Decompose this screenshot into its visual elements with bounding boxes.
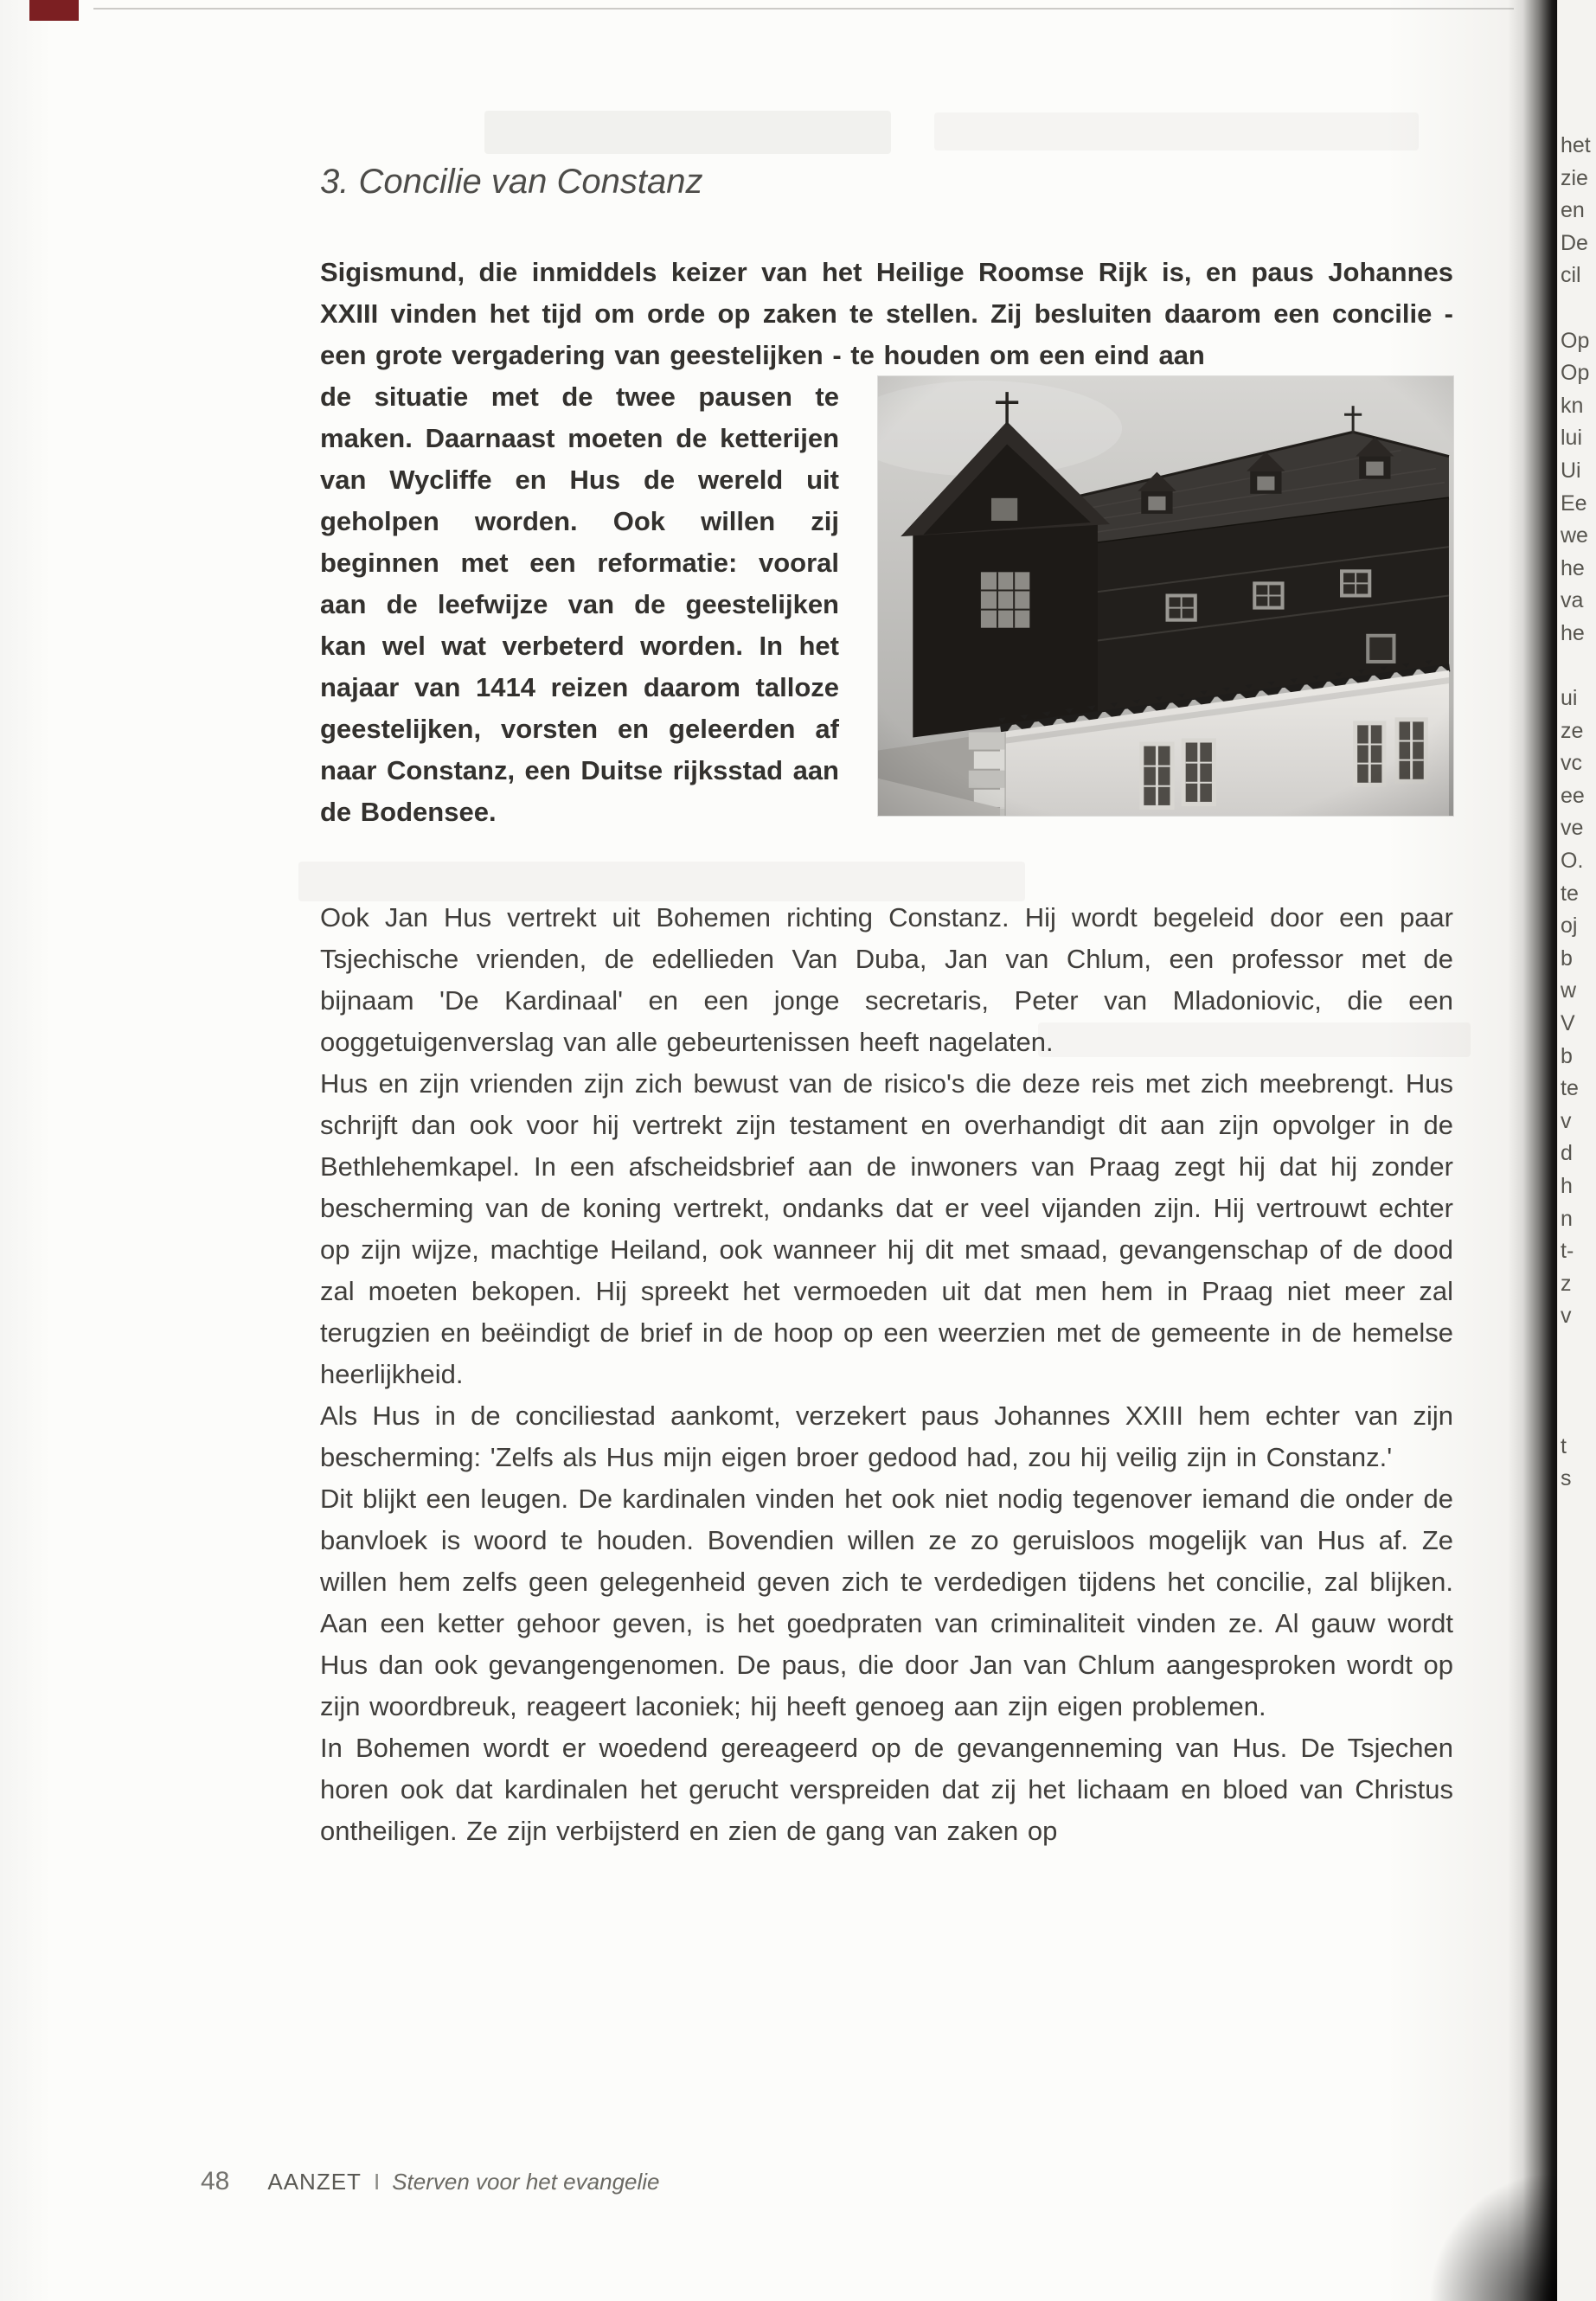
page-footer [201,2167,660,2196]
footer-separator: I [373,2169,381,2195]
edge-text-fragment: oj [1561,913,1578,939]
binding-gutter-shadow-bottom [1428,2171,1558,2301]
edge-text-fragment: kn [1561,393,1584,418]
edge-text-fragment: t- [1561,1239,1574,1264]
next-page-edge-text [1561,130,1596,1496]
edge-text-fragment: V [1561,1011,1575,1036]
edge-text-fragment [1561,1366,1596,1399]
edge-text-fragment: te [1561,881,1579,906]
edge-text-fragment: ui [1561,686,1578,711]
edge-text-fragment: d [1561,1141,1573,1166]
edge-text-fragment: b [1561,1043,1573,1068]
next-page-edge [1557,0,1596,2301]
lead-text-part1: Sigismund, die inmiddels keizer van het Heilige Roomse Rijk is, en paus Johannes XXIII vinden het tijd om orde op zaken te stellen. Zij besluiten daarom een concilie - een grote vergadering van geestelijken - te houden om een eind aan [320,257,1453,370]
edge-text-fragment: De [1561,230,1588,255]
edge-text-fragment: he [1561,555,1585,580]
edge-text-fragment: t [1561,1433,1567,1458]
hus-house-photo [878,376,1453,816]
lead-text-part2: de situatie met de twee pausen te maken. Daarnaast moeten de ketterijen van Wycliffe en Hus de wereld uit geholpen worden. Ook willen zij beginnen met een reformatie: vooral aan de leefwijze van de geestelijken kan wel wat verbeterd worden. In het najaar van 1414 reizen daarom talloze geestelijken, vorsten en geleerden af naar Constanz, een Duitse rijksstad aan de Bodensee. [320,381,839,827]
binding-gutter-shadow [1508,0,1558,2301]
lead-block [320,252,1453,833]
body-paragraph: In Bohemen wordt er woedend gereageerd op de gevangenneming van Hus. De Tsjechen horen ook dat kardinalen het gerucht verspreiden dat zij het lichaam en bloed van Christus ontheiligen. Ze zijn verbijsterd en zien de gang van zaken op [320,1733,1453,1846]
edge-text-fragment: b [1561,945,1573,971]
body-paragraph: Dit blijkt een leugen. De kardinalen vinden het ook niet nodig tegenover iemand die onder de banvloek is woord te houden. Bovendien willen ze zo geruisloos mogelijk van Hus af. Ze willen hem zelfs geen gelegenheid geven zich te verdedigen tijdens het concilie, zal blijken. Aan een ketter gehoor geven, is het goedpraten van criminaliteit vinden ze. Al gauw wordt Hus dan ook gevangengenomen. De paus, die door Jan van Chlum aangesproken wordt op zijn woordbreuk, reageert laconiek; hij heeft genoeg aan zijn eigen problemen. [320,1484,1453,1721]
edge-text-fragment: Op [1561,328,1590,353]
page-content [320,160,1453,1852]
edge-text-fragment: Op [1561,361,1590,386]
edge-text-fragment: zie [1561,165,1588,190]
edge-text-fragment: O. [1561,849,1584,874]
edge-text-fragment: cil [1561,263,1581,288]
edge-text-fragment: we [1561,523,1588,548]
edge-text-fragment: va [1561,588,1584,613]
edge-text-fragment: ee [1561,783,1585,808]
photo-vignette [878,376,1453,816]
edge-text-fragment: h [1561,1174,1573,1198]
edge-text-fragment: lui [1561,426,1583,451]
edge-text-fragment: w [1561,978,1577,1003]
footer-chapter-title: Sterven voor het evangelie [392,2169,660,2195]
edge-text-fragment [1561,651,1596,683]
body-paragraph: Als Hus in de conciliestad aankomt, verzekert paus Johannes XXIII hem echter van zijn bescherming: 'Zelfs als Hus mijn eigen broer gedood had, zou hij veilig zijn in Constanz.' [320,1400,1453,1472]
edge-text-fragment [1561,1333,1596,1366]
edge-text-fragment: ze [1561,718,1584,743]
scan-artifact [934,112,1419,151]
edge-text-fragment: Ui [1561,458,1581,483]
cover-corner-mark [29,0,79,21]
body-paragraph: Ook Jan Hus vertrekt uit Bohemen richting Constanz. Hij wordt begeleid door een paar Tsjechische vrienden, de edellieden Van Duba, Jan van Chlum, een professor met de bijnaam 'De Kardinaal' en een jonge secretaris, Peter van Mladoniovic, die een ooggetuigenverslag van alle gebeurtenissen heeft nagelaten. [320,902,1453,1057]
edge-text-fragment [1561,292,1596,325]
scan-artifact [484,111,891,154]
edge-text-fragment: ve [1561,816,1584,841]
body-paragraph: Hus en zijn vrienden zijn zich bewust van de risico's die deze reis met zich meebrengt. Hus schrijft dan ook voor hij vertrekt zijn testament en overhandigt dit aan zijn opvolger in de Bethlehemkapel. In een afscheidsbrief aan de inwoners van Praag zegt hij dat hij zonder bescherming van de koning vertrekt, ondanks dat er veel vijanden zijn. Hij vertrouwt echter op zijn wijze, machtige Heiland, ook wanneer hij dit met smaad, gevangenschap of de dood zal moeten bekopen. Hij spreekt het vermoeden uit dat men hem in Praag niet meer zal terugzien en beëindigt de brief in de hoop op een weerzien met de gemeente in de hemelse heerlijkheid. [320,1068,1453,1389]
page-number: 48 [201,2167,230,2195]
edge-text-fragment: en [1561,198,1585,223]
edge-text-fragment: te [1561,1076,1579,1101]
footer-book-title: AANZET [267,2169,362,2195]
edge-text-fragment: v [1561,1108,1572,1133]
edge-text-fragment: het [1561,133,1591,157]
edge-text-fragment: he [1561,620,1585,645]
edge-text-fragment [1561,1398,1596,1431]
page-top-edge [93,8,1514,10]
section-title: 3. Concilie van Constanz [320,163,703,201]
edge-text-fragment: s [1561,1466,1572,1491]
edge-text-fragment: Ee [1561,490,1587,516]
edge-text-fragment: v [1561,1304,1572,1329]
edge-text-fragment: n [1561,1206,1573,1231]
edge-text-fragment: z [1561,1271,1572,1296]
body-text [320,897,1453,1852]
edge-text-fragment: vc [1561,751,1582,776]
building-photo-illustration [878,376,1453,816]
